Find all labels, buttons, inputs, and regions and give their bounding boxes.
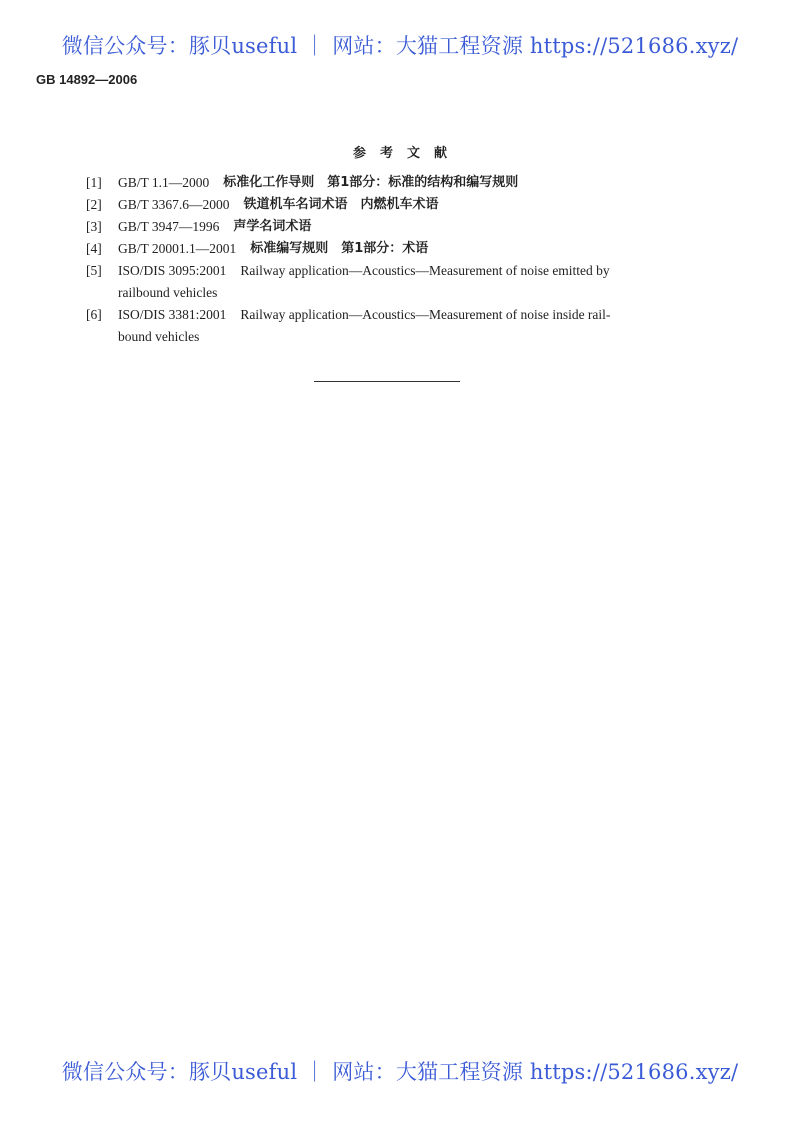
reference-title: 标准化工作导则 第1部分：标准的结构和编写规则 <box>223 175 519 190</box>
reference-code: GB/T 20001.1—2001 <box>118 241 237 256</box>
watermark-bottom: 微信公众号：豚贝useful ｜ 网站：大猫工程资源 https://521686.xyz/ <box>61 1060 739 1084</box>
end-of-document-rule <box>314 381 460 382</box>
reference-number: [4] <box>86 241 102 256</box>
reference-title: 声学名词术语 <box>233 219 312 234</box>
reference-number: [3] <box>86 219 102 234</box>
reference-code: ISO/DIS 3381:2001 <box>118 307 227 322</box>
reference-title-continuation: bound vehicles <box>118 329 200 344</box>
reference-item <box>86 238 714 260</box>
reference-number: [2] <box>86 197 102 212</box>
reference-item <box>86 260 714 304</box>
reference-item <box>86 216 714 238</box>
reference-item <box>86 304 714 348</box>
reference-list <box>86 172 714 348</box>
reference-title: Railway application—Acoustics—Measurement of noise inside rail- <box>240 307 611 322</box>
reference-code: GB/T 3367.6—2000 <box>118 197 230 212</box>
reference-title-continuation: railbound vehicles <box>118 285 218 300</box>
reference-number: [5] <box>86 263 102 278</box>
references-title: 参考文献 <box>352 146 461 161</box>
reference-title: 标准编写规则 第1部分：术语 <box>250 241 429 256</box>
reference-item <box>86 172 714 194</box>
reference-code: GB/T 1.1—2000 <box>118 175 210 190</box>
standard-code: GB 14892—2006 <box>36 72 138 87</box>
reference-item <box>86 194 714 216</box>
reference-title: 铁道机车名词术语 内燃机车术语 <box>243 197 439 212</box>
reference-code: ISO/DIS 3095:2001 <box>118 263 227 278</box>
watermark-top: 微信公众号：豚贝useful ｜ 网站：大猫工程资源 https://521686.xyz/ <box>61 34 739 58</box>
reference-code: GB/T 3947—1996 <box>118 219 220 234</box>
reference-number: [6] <box>86 307 102 322</box>
reference-number: [1] <box>86 175 102 190</box>
reference-title: Railway application—Acoustics—Measurement of noise emitted by <box>240 263 610 278</box>
